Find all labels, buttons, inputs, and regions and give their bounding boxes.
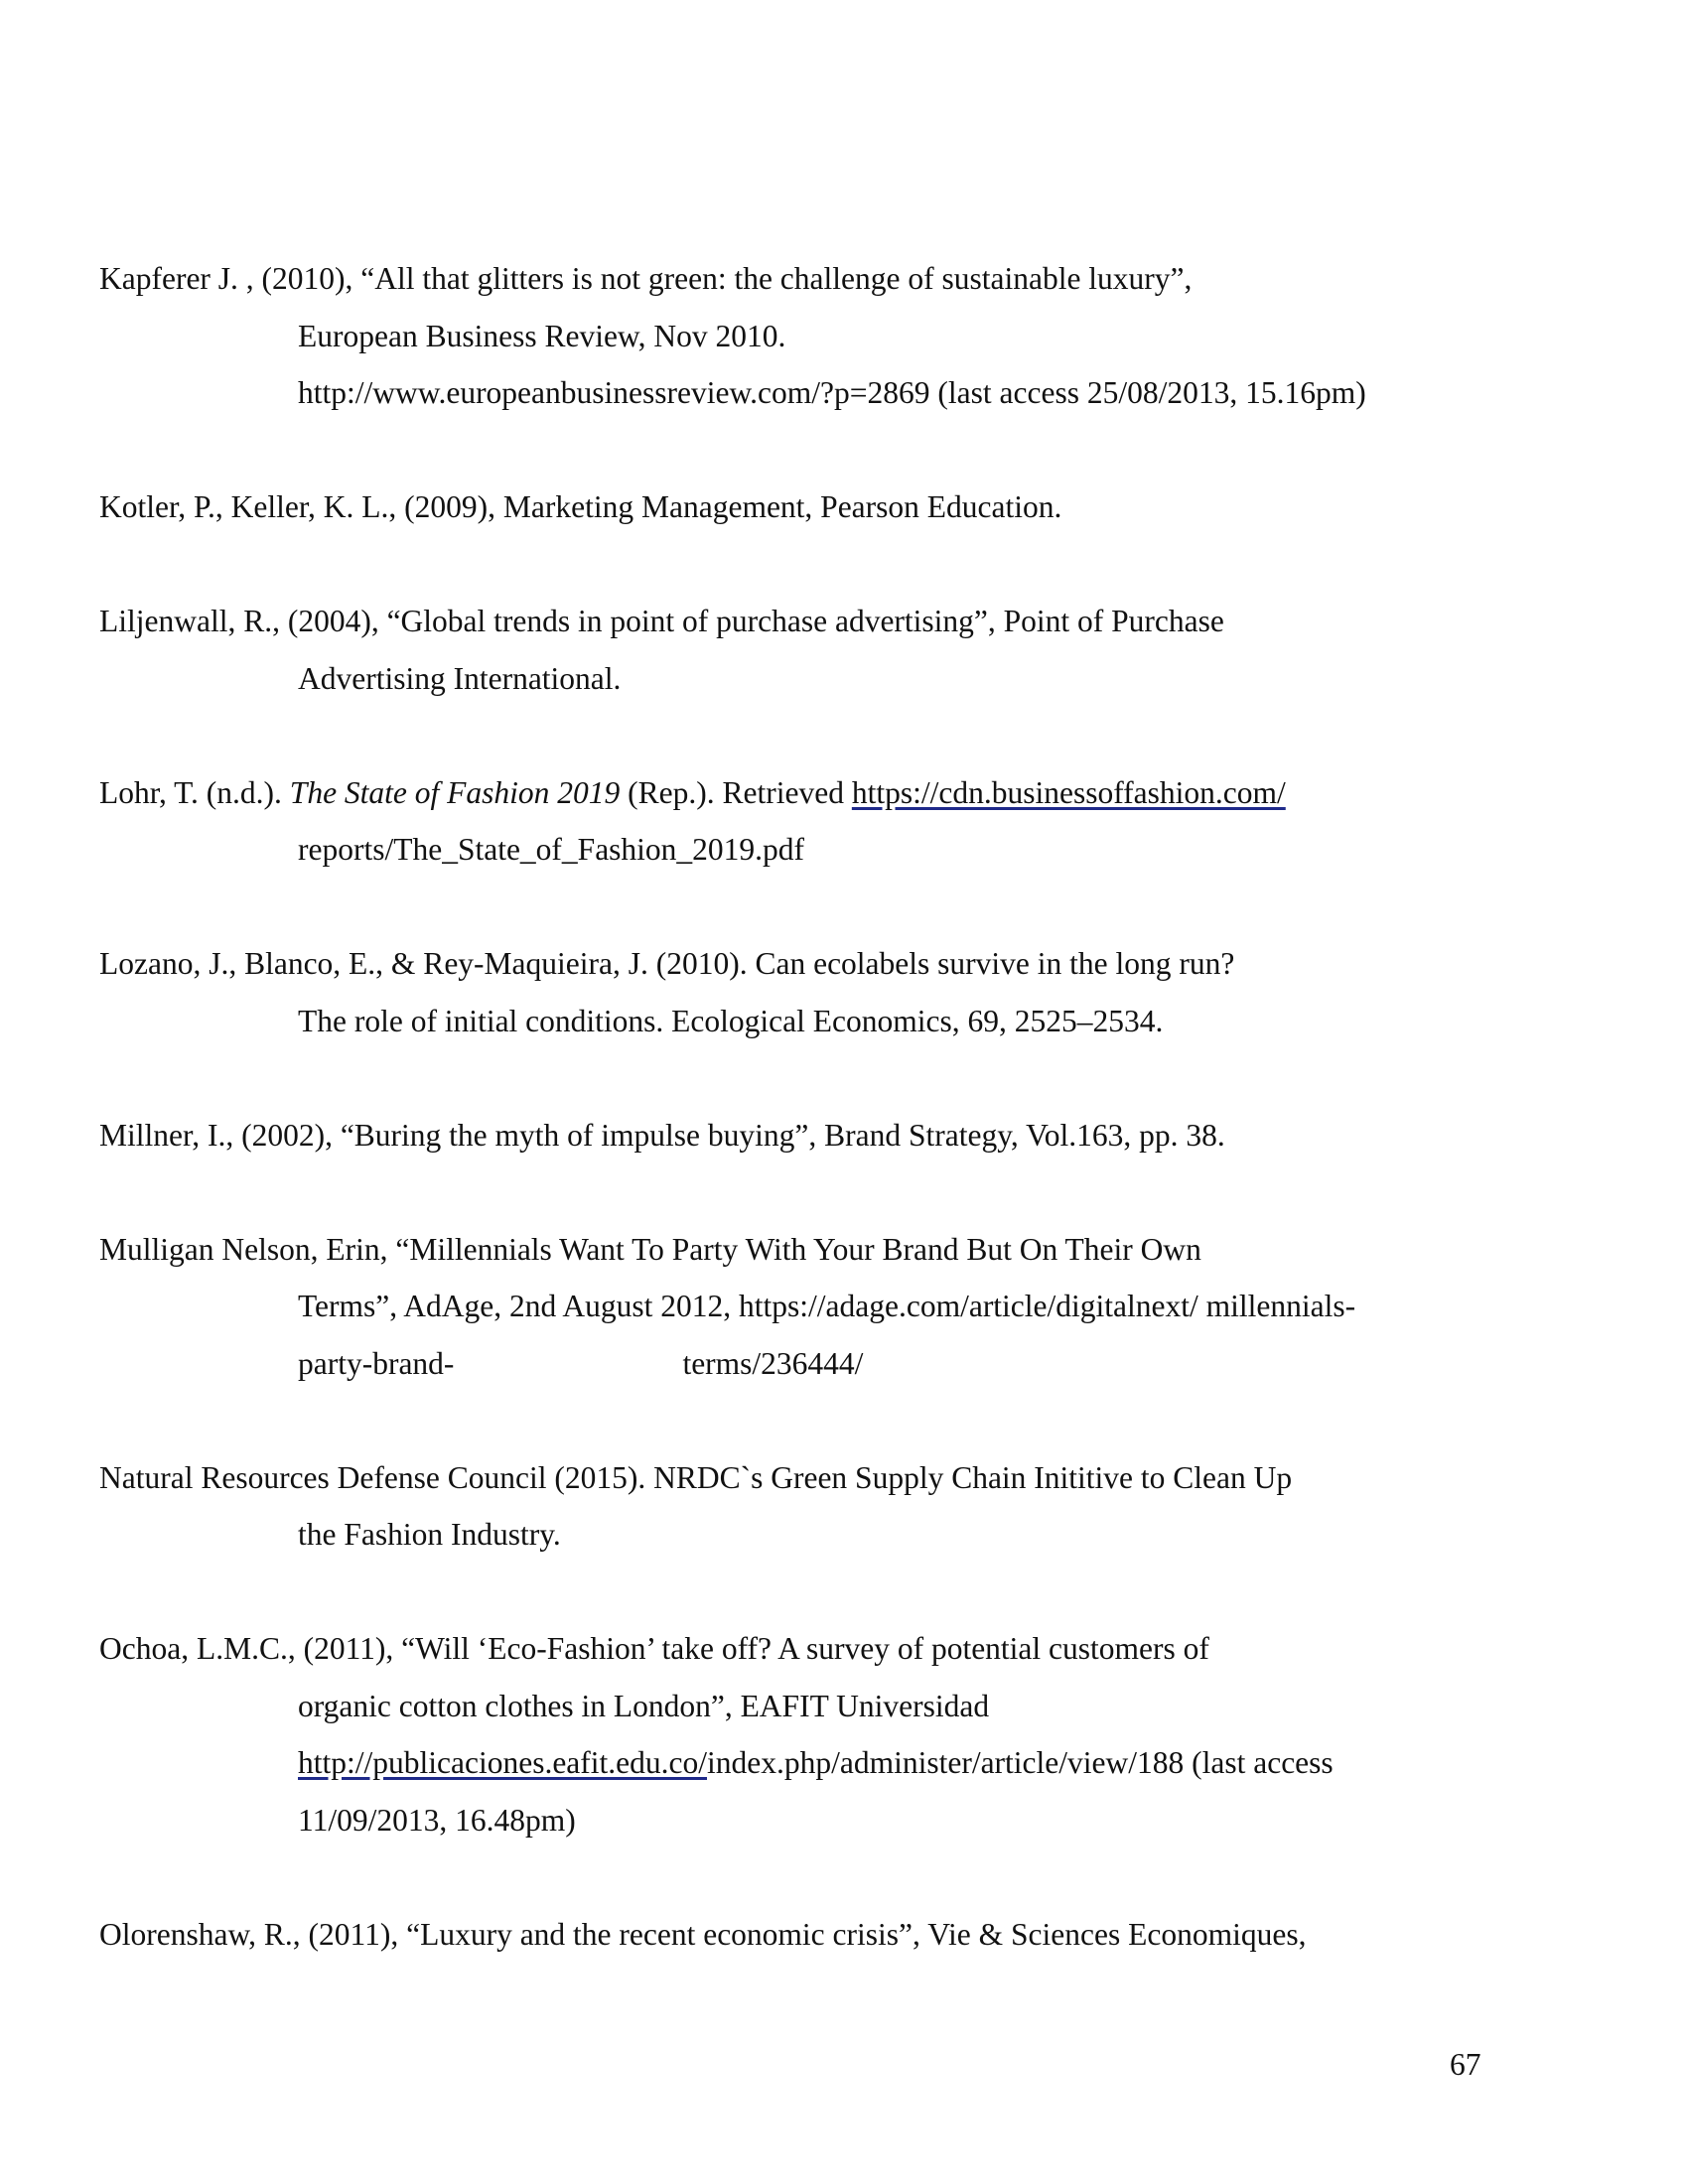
reference-text: index.php/administer/article/view/188 (last access	[707, 1745, 1334, 1780]
reference-line: Terms”, AdAge, 2nd August 2012, https://adage.com/article/digitalnext/ millennials-	[298, 1289, 1356, 1323]
reference-title-italic: The State of Fashion 2019	[289, 774, 621, 810]
reference-list	[99, 250, 1499, 2020]
reference-line: Advertising International.	[298, 660, 622, 696]
reference-line: Ochoa, L.M.C., (2011), “Will ‘Eco-Fashion’ take off? A survey of potential customers of	[99, 1631, 1209, 1666]
reference-text: (Rep.). Retrieved	[620, 774, 852, 810]
reference-text: terms/236444/	[682, 1345, 864, 1381]
reference-line: Kapferer J. , (2010), “All that glitters is not green: the challenge of sustainable luxury”,	[99, 261, 1193, 296]
reference-line: reports/The_State_of_Fashion_2019.pdf	[298, 832, 805, 867]
reference-line: Natural Resources Defense Council (2015). NRDC`s Green Supply Chain Inititive to Clean Up	[99, 1459, 1293, 1495]
reference-link[interactable]: https://cdn.businessoffashion.com/	[851, 774, 1286, 810]
reference-author: Lohr, T. (n.d.).	[99, 774, 290, 810]
reference-line: Lozano, J., Blanco, E., & Rey-Maquieira, J. (2010). Can ecolabels survive in the long run?	[99, 946, 1235, 981]
reference-mulligan	[99, 1221, 1499, 1393]
reference-line: The role of initial conditions. Ecological Economics, 69, 2525–2534.	[298, 1003, 1164, 1038]
reference-lohr	[99, 764, 1499, 879]
reference-line: 11/09/2013, 16.48pm)	[298, 1802, 576, 1838]
reference-ochoa	[99, 1620, 1499, 1848]
reference-kapferer	[99, 250, 1499, 422]
reference-line	[199, 1335, 1499, 1393]
reference-liljenwall	[99, 593, 1499, 707]
reference-line	[199, 1734, 1499, 1792]
reference-millner	[99, 1107, 1499, 1164]
reference-line	[99, 764, 1499, 822]
reference-olorenshaw	[99, 1906, 1499, 1964]
reference-line: Liljenwall, R., (2004), “Global trends in point of purchase advertising”, Point of Purchase	[99, 604, 1224, 638]
reference-nrdc	[99, 1449, 1499, 1564]
reference-line: Mulligan Nelson, Erin, “Millennials Want To Party With Your Brand But On Their Own	[99, 1231, 1201, 1267]
reference-line: the Fashion Industry.	[298, 1517, 561, 1552]
reference-line: http://www.europeanbusinessreview.com/?p=2869 (last access 25/08/2013, 15.16pm)	[298, 375, 1366, 410]
reference-link[interactable]: http://publicaciones.eafit.edu.co/	[298, 1745, 707, 1780]
page-number: 67	[1450, 2047, 1481, 2082]
reference-text: party-brand-	[298, 1345, 455, 1381]
reference-lozano	[99, 935, 1499, 1049]
reference-line: Kotler, P., Keller, K. L., (2009), Marketing Management, Pearson Education.	[99, 489, 1062, 524]
reference-line: organic cotton clothes in London”, EAFIT Universidad	[298, 1688, 990, 1723]
reference-kotler	[99, 478, 1499, 536]
reference-line: Olorenshaw, R., (2011), “Luxury and the recent economic crisis”, Vie & Sciences Economiques,	[99, 1916, 1307, 1952]
reference-line: Millner, I., (2002), “Buring the myth of impulse buying”, Brand Strategy, Vol.163, pp. 38.	[99, 1117, 1225, 1153]
reference-line: European Business Review, Nov 2010.	[298, 318, 786, 353]
